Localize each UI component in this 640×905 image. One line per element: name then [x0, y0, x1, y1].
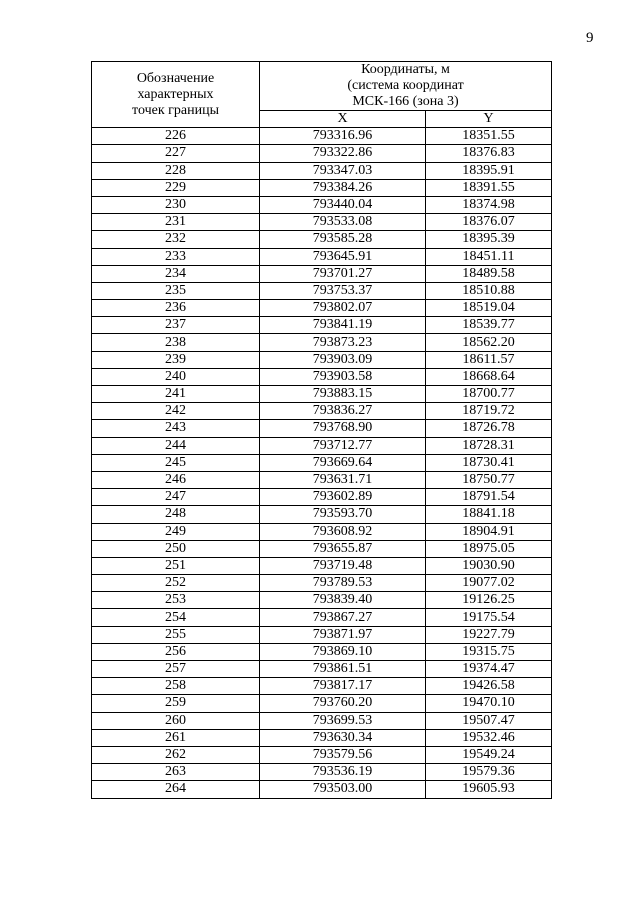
- point-cell: 258: [92, 678, 260, 695]
- point-cell: 228: [92, 162, 260, 179]
- x-coordinate-cell: 793645.91: [260, 248, 426, 265]
- point-cell: 249: [92, 523, 260, 540]
- table-row: [92, 695, 552, 712]
- point-cell: 245: [92, 454, 260, 471]
- y-coordinate-cell: 18451.11: [426, 248, 552, 265]
- point-cell: 226: [92, 128, 260, 145]
- point-cell: 234: [92, 265, 260, 282]
- x-coordinate-cell: 793839.40: [260, 592, 426, 609]
- points-column-header: [92, 62, 260, 128]
- y-coordinate-cell: 18489.58: [426, 265, 552, 282]
- y-coordinate-cell: 19126.25: [426, 592, 552, 609]
- y-coordinate-cell: 19175.54: [426, 609, 552, 626]
- y-coordinate-cell: 18374.98: [426, 196, 552, 213]
- table-row: [92, 248, 552, 265]
- y-coordinate-cell: 18519.04: [426, 300, 552, 317]
- table-row: [92, 540, 552, 557]
- table-header-row: [92, 62, 552, 111]
- x-coordinate-cell: 793631.71: [260, 471, 426, 488]
- x-column-header: X: [260, 111, 426, 128]
- table-row: [92, 437, 552, 454]
- x-coordinate-cell: 793608.92: [260, 523, 426, 540]
- point-cell: 257: [92, 661, 260, 678]
- x-coordinate-cell: 793347.03: [260, 162, 426, 179]
- y-column-header: Y: [426, 111, 552, 128]
- point-cell: 260: [92, 712, 260, 729]
- y-coordinate-cell: 19605.93: [426, 781, 552, 798]
- table-row: [92, 145, 552, 162]
- point-cell: 262: [92, 746, 260, 763]
- point-cell: 259: [92, 695, 260, 712]
- table-row: [92, 575, 552, 592]
- table-row: [92, 661, 552, 678]
- point-cell: 239: [92, 351, 260, 368]
- y-coordinate-cell: 18611.57: [426, 351, 552, 368]
- table-row: [92, 214, 552, 231]
- y-coordinate-cell: 18510.88: [426, 282, 552, 299]
- point-cell: 264: [92, 781, 260, 798]
- table-row: [92, 282, 552, 299]
- y-coordinate-cell: 19426.58: [426, 678, 552, 695]
- point-cell: 241: [92, 386, 260, 403]
- y-coordinate-cell: 19549.24: [426, 746, 552, 763]
- point-cell: 263: [92, 764, 260, 781]
- table-row: [92, 351, 552, 368]
- point-cell: 255: [92, 626, 260, 643]
- x-coordinate-cell: 793669.64: [260, 454, 426, 471]
- table-body: [92, 128, 552, 798]
- y-coordinate-cell: 19470.10: [426, 695, 552, 712]
- x-coordinate-cell: 793789.53: [260, 575, 426, 592]
- x-coordinate-cell: 793585.28: [260, 231, 426, 248]
- point-cell: 229: [92, 179, 260, 196]
- point-cell: 253: [92, 592, 260, 609]
- points-column-header-text: Обозначение характерных точек границы: [132, 70, 219, 118]
- table-row: [92, 678, 552, 695]
- y-coordinate-cell: 18395.91: [426, 162, 552, 179]
- y-coordinate-cell: 18791.54: [426, 489, 552, 506]
- table-row: [92, 334, 552, 351]
- table-row: [92, 300, 552, 317]
- x-coordinate-cell: 793753.37: [260, 282, 426, 299]
- y-coordinate-cell: 18730.41: [426, 454, 552, 471]
- y-coordinate-cell: 18539.77: [426, 317, 552, 334]
- point-cell: 261: [92, 729, 260, 746]
- table-row: [92, 386, 552, 403]
- y-coordinate-cell: 18395.39: [426, 231, 552, 248]
- y-coordinate-cell: 18376.07: [426, 214, 552, 231]
- table-row: [92, 489, 552, 506]
- point-cell: 252: [92, 575, 260, 592]
- x-coordinate-cell: 793836.27: [260, 403, 426, 420]
- point-cell: 231: [92, 214, 260, 231]
- x-coordinate-cell: 793903.58: [260, 368, 426, 385]
- point-cell: 230: [92, 196, 260, 213]
- point-cell: 227: [92, 145, 260, 162]
- table-row: [92, 128, 552, 145]
- point-cell: 236: [92, 300, 260, 317]
- point-cell: 243: [92, 420, 260, 437]
- x-coordinate-cell: 793883.15: [260, 386, 426, 403]
- x-coordinate-cell: 793579.56: [260, 746, 426, 763]
- x-coordinate-cell: 793768.90: [260, 420, 426, 437]
- y-coordinate-cell: 19315.75: [426, 643, 552, 660]
- point-cell: 251: [92, 557, 260, 574]
- y-coordinate-cell: 18728.31: [426, 437, 552, 454]
- table-row: [92, 506, 552, 523]
- x-coordinate-cell: 793719.48: [260, 557, 426, 574]
- x-coordinate-cell: 793873.23: [260, 334, 426, 351]
- x-coordinate-cell: 793533.08: [260, 214, 426, 231]
- table-row: [92, 557, 552, 574]
- point-cell: 233: [92, 248, 260, 265]
- x-coordinate-cell: 793593.70: [260, 506, 426, 523]
- table-row: [92, 317, 552, 334]
- table-row: [92, 231, 552, 248]
- table-row: [92, 403, 552, 420]
- x-coordinate-cell: 793871.97: [260, 626, 426, 643]
- table-row: [92, 729, 552, 746]
- point-cell: 250: [92, 540, 260, 557]
- point-cell: 232: [92, 231, 260, 248]
- x-coordinate-cell: 793440.04: [260, 196, 426, 213]
- table-row: [92, 626, 552, 643]
- x-coordinate-cell: 793869.10: [260, 643, 426, 660]
- y-coordinate-cell: 19030.90: [426, 557, 552, 574]
- y-coordinate-cell: 18351.55: [426, 128, 552, 145]
- x-coordinate-cell: 793903.09: [260, 351, 426, 368]
- table-row: [92, 764, 552, 781]
- coordinates-table: [91, 61, 552, 799]
- x-coordinate-cell: 793867.27: [260, 609, 426, 626]
- y-coordinate-cell: 18668.64: [426, 368, 552, 385]
- y-coordinate-cell: 18376.83: [426, 145, 552, 162]
- point-cell: 248: [92, 506, 260, 523]
- x-coordinate-cell: 793701.27: [260, 265, 426, 282]
- point-cell: 237: [92, 317, 260, 334]
- x-coordinate-cell: 793602.89: [260, 489, 426, 506]
- table-row: [92, 420, 552, 437]
- x-coordinate-cell: 793316.96: [260, 128, 426, 145]
- point-cell: 235: [92, 282, 260, 299]
- y-coordinate-cell: 18391.55: [426, 179, 552, 196]
- page-number: 9: [586, 30, 594, 46]
- point-cell: 240: [92, 368, 260, 385]
- table-row: [92, 368, 552, 385]
- x-coordinate-cell: 793536.19: [260, 764, 426, 781]
- y-coordinate-cell: 19374.47: [426, 661, 552, 678]
- coordinates-column-header: [260, 62, 552, 111]
- point-cell: 247: [92, 489, 260, 506]
- x-coordinate-cell: 793817.17: [260, 678, 426, 695]
- x-coordinate-cell: 793630.34: [260, 729, 426, 746]
- y-coordinate-cell: 18975.05: [426, 540, 552, 557]
- point-cell: 244: [92, 437, 260, 454]
- x-coordinate-cell: 793841.19: [260, 317, 426, 334]
- table-row: [92, 781, 552, 798]
- y-coordinate-cell: 18726.78: [426, 420, 552, 437]
- x-coordinate-cell: 793322.86: [260, 145, 426, 162]
- y-coordinate-cell: 19579.36: [426, 764, 552, 781]
- x-coordinate-cell: 793384.26: [260, 179, 426, 196]
- x-coordinate-cell: 793503.00: [260, 781, 426, 798]
- x-coordinate-cell: 793802.07: [260, 300, 426, 317]
- x-coordinate-cell: 793699.53: [260, 712, 426, 729]
- table-row: [92, 471, 552, 488]
- y-coordinate-cell: 18904.91: [426, 523, 552, 540]
- table-row: [92, 523, 552, 540]
- x-coordinate-cell: 793760.20: [260, 695, 426, 712]
- x-coordinate-cell: 793861.51: [260, 661, 426, 678]
- table-row: [92, 454, 552, 471]
- x-coordinate-cell: 793655.87: [260, 540, 426, 557]
- y-coordinate-cell: 18750.77: [426, 471, 552, 488]
- table-row: [92, 196, 552, 213]
- point-cell: 246: [92, 471, 260, 488]
- point-cell: 254: [92, 609, 260, 626]
- table-row: [92, 712, 552, 729]
- y-coordinate-cell: 18841.18: [426, 506, 552, 523]
- table-row: [92, 179, 552, 196]
- table-row: [92, 609, 552, 626]
- x-coordinate-cell: 793712.77: [260, 437, 426, 454]
- point-cell: 256: [92, 643, 260, 660]
- y-coordinate-cell: 19227.79: [426, 626, 552, 643]
- y-coordinate-cell: 18562.20: [426, 334, 552, 351]
- table-row: [92, 162, 552, 179]
- table-row: [92, 746, 552, 763]
- y-coordinate-cell: 18719.72: [426, 403, 552, 420]
- point-cell: 242: [92, 403, 260, 420]
- table-row: [92, 592, 552, 609]
- y-coordinate-cell: 19532.46: [426, 729, 552, 746]
- y-coordinate-cell: 19507.47: [426, 712, 552, 729]
- y-coordinate-cell: 19077.02: [426, 575, 552, 592]
- table-row: [92, 265, 552, 282]
- y-coordinate-cell: 18700.77: [426, 386, 552, 403]
- coordinates-column-header-text: Координаты, м (система координат МСК-166 (зона 3): [347, 62, 464, 109]
- point-cell: 238: [92, 334, 260, 351]
- table-row: [92, 643, 552, 660]
